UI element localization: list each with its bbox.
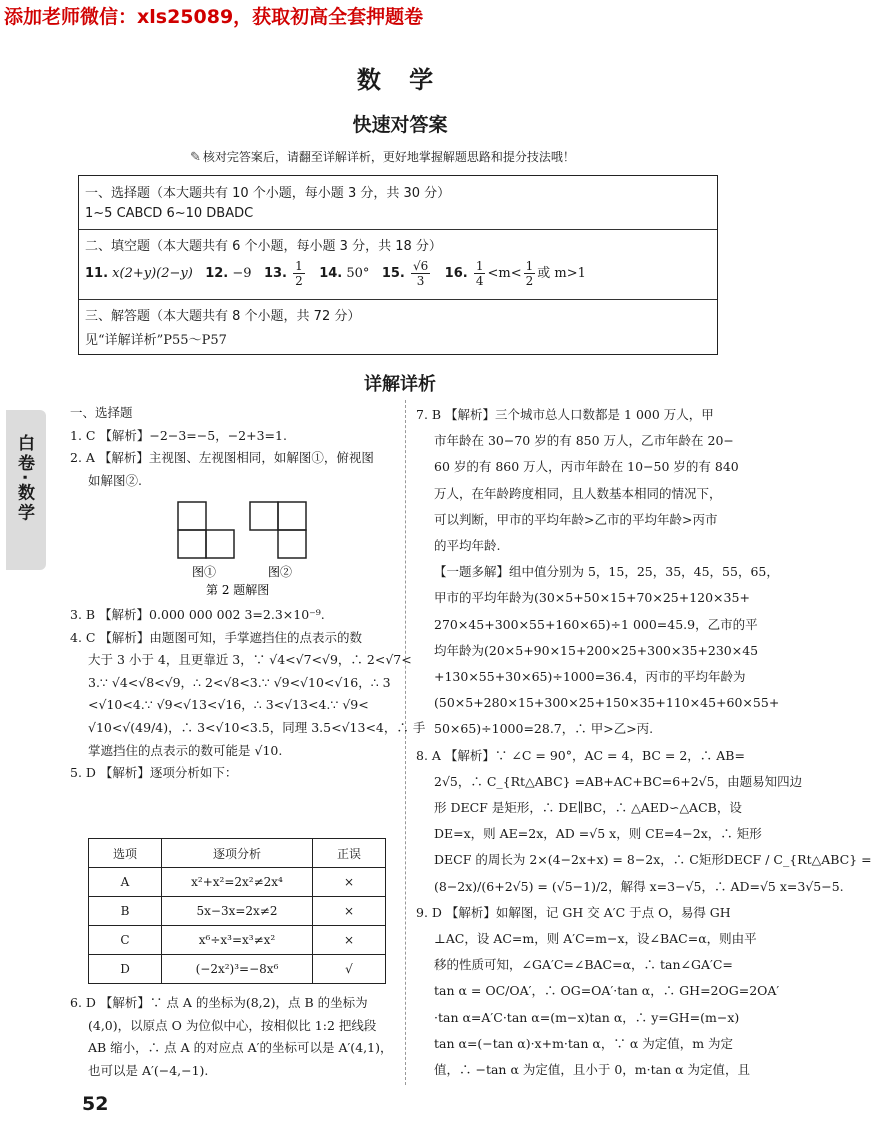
tip-line [190,148,575,165]
text-line: 掌遮挡住的点表示的数可能是 √10. [88,742,283,758]
q-number: 11. [85,266,109,281]
text-line: 2√5，∴ C_{Rt△ABC} =AB+AC+BC=6+2√5，由题易知四边 [434,773,803,789]
answer-13 [293,259,305,288]
answer-16-upper [524,259,536,288]
text-line: 可以判断，甲市的平均年龄>乙市的平均年龄>丙市 [434,511,718,527]
table-cell: x²+x²=2x²≠2x⁴ [162,868,313,897]
text-line: 如解图②. [88,472,142,488]
table-cell: × [313,868,386,897]
left-column-bottom [70,992,392,1082]
quick-answer-box [78,175,718,355]
table-cell: 5x−3x=2x≠2 [162,897,313,926]
right-column [416,402,872,1083]
answer-14: 50° [346,266,370,281]
text-line: 大于 3 小于 4，且更靠近 3，∵ √4<√7<√9，∴ 2<√7< [88,652,412,668]
text-line: 2. A 【解析】主视图、左视图相同，如解图①，俯视图 [70,450,374,466]
text-line: 均年龄为(20×5+90×15+200×25+300×35+230×45 [434,642,759,658]
text-line: 3.∵ √4<√8<√9，∴ 2<√8<3.∵ √9<√10<√16，∴ 3 [88,674,391,690]
text-line: 甲市的平均年龄为(30×5+50×15+70×25+120×35+ [434,590,750,606]
frac-den: 4 [475,274,484,288]
figure-2-shape [250,502,306,558]
text-line: DE=x，则 AE=2x，AD =√5 x，则 CE=4−2x，∴ 矩形 [434,826,762,842]
answer-12: −9 [232,266,252,281]
text-line: 9. D 【解析】如解图，记 GH 交 A′C 于点 O，易得 GH [416,904,731,920]
tip-text: 核对完答案后，请翻至详解详析，更好地掌握解题思路和提分技法哦！ [202,150,575,164]
text-line: 4. C 【解析】由题图可知，手掌遮挡住的点表示的数 [70,629,362,645]
q-number: 13. [263,266,287,281]
left-column-top [70,402,374,492]
q-number: 15. [381,266,405,281]
page-number: 52 [82,1093,109,1115]
table-row [89,955,386,984]
q2-figure [168,496,368,600]
table-row [89,926,386,955]
side-tab-label: 白卷·数学 [14,434,34,524]
fill-answers [85,259,586,288]
page-subtitle: 快速对答案 [352,114,448,136]
answer-16-mid: <m< [487,266,522,281]
table-cell: C [89,926,162,955]
text-line: +130×55+30×65)÷1000=36.4，丙市的平均年龄为 [434,669,746,685]
answer-section-fill [79,229,717,300]
text-line: 3. B 【解析】0.000 000 002 3=2.3×10⁻⁹. [70,607,325,622]
text-line: ⊥AC，设 AC=m，则 A′C=m−x，设∠BAC=α，则由平 [434,931,757,947]
pen-icon: ✎ [190,150,201,165]
figure-caption-2: 图② [268,565,293,579]
answer-section-solve [79,299,717,354]
figure-1-shape [178,502,234,558]
table-header: 选项 [89,839,162,868]
text-line: (4,0)，以原点 O 为位似中心，按相似比 1:2 把线段 [88,1017,377,1033]
frac-num: 1 [525,259,534,273]
section-heading: 三、解答题（本大题共有 8 个小题，共 72 分） [85,309,361,324]
answer-11: x(2+y)(2−y) [112,266,193,281]
frac-num: 1 [475,259,484,273]
text-line: 7. B 【解析】三个城市总人口数都是 1 000 万人，甲 [416,407,714,422]
table-cell: (−2x²)³=−8x⁶ [162,955,313,984]
left-column-middle [70,604,425,785]
table-row [89,868,386,897]
detail-section-title: 详解详析 [364,374,436,395]
table-cell: √ [313,955,386,984]
text-line: tan α=(−tan α)·x+m·tan α，∵ α 为定值，m 为定 [434,1035,734,1051]
frac-den: 2 [525,274,534,288]
text-line: <√10<4.∵ √9<√13<√16，∴ 3<√13<4.∵ √9< [88,697,369,713]
figure-caption-main: 第 2 题解图 [206,583,270,597]
frac-den: 3 [416,274,425,288]
text-line: 移的性质可知，∠GA′C=∠BAC=α，∴ tan∠GA′C= [434,957,733,973]
section-heading: 一、选择题（本大题共有 10 个小题，每小题 3 分，共 30 分） [85,186,451,201]
table-cell: D [89,955,162,984]
frac-num: √6 [412,259,429,273]
text-line: 【一题多解】组中值分别为 5，15，25，35，45，55，65， [434,564,779,580]
text-line: 值，∴ −tan α 为定值，且小于 0，m·tan α 为定值，且 [434,1062,751,1078]
text-line: AB 缩小，∴ 点 A 的对应点 A′的坐标可以是 A′(4,1)， [88,1040,393,1056]
table-header: 正误 [313,839,386,868]
figure-caption-1: 图① [192,565,217,579]
text-line: 5. D 【解析】逐项分析如下： [70,765,238,781]
frac-num: 1 [295,259,303,273]
text-line: 270×45+300×55+160×65)÷1 000=45.9，乙市的平 [434,616,758,632]
table-cell: B [89,897,162,926]
text-line: 6. D 【解析】∵ 点 A 的坐标为(8,2)，点 B 的坐标为 [70,995,368,1010]
text-line: tan α = OC/OA′，∴ OG=OA′·tan α，∴ GH=2OG=2OA′ [434,983,780,999]
table-cell: x⁶÷x³=x³≠x² [162,926,313,955]
answer-section-choice [79,176,717,230]
answer-16-end: 或 m>1 [537,266,586,281]
table-header: 逐项分析 [162,839,313,868]
text-line: 8. A 【解析】∵ ∠C = 90°，AC = 4，BC = 2，∴ AB= [416,747,745,763]
text-line: 市年龄在 30−70 岁的有 850 万人，乙市年龄在 20− [434,433,734,449]
text-line: 一、选择题 [70,405,133,420]
answer-16-lower [474,259,486,288]
promo-banner: 添加老师微信：xls25089，获取初高全套押题卷 [4,6,424,28]
text-line: ·tan α=A′C·tan α=(m−x)tan α，∴ y=GH=(m−x) [434,1009,740,1025]
choice-answers: 1~5 CABCD 6~10 DBADC [85,206,254,221]
text-line: 也可以是 A′(−4,−1). [88,1062,209,1078]
frac-den: 2 [295,274,303,288]
text-line: DECF 的周长为 2×(4−2x+x) = 8−2x，∴ C矩形DECF / C_{Rt△ABC} = [434,852,872,868]
q-number: 14. [319,266,343,281]
text-line: √10<√(49/4)，∴ 3<√10<3.5，同理 3.5<√13<4，∴ 手 [88,719,426,735]
solve-reference: 见“详解详析”P55～P57 [85,333,227,348]
q-number: 12. [205,266,229,281]
table-cell: × [313,897,386,926]
page-title: 数 学 [356,66,444,94]
table-row [89,897,386,926]
side-tab [6,410,46,570]
text-line: 50×65)÷1000=28.7，∴ 甲>乙>丙. [434,721,654,737]
text-line: 万人，在年龄跨度相同，且人数基本相同的情况下， [434,485,722,501]
table-cell: × [313,926,386,955]
table-header-row [89,839,386,868]
section-heading: 二、填空题（本大题共有 6 个小题，每小题 3 分，共 18 分） [85,239,442,254]
text-line: (50×5+280×15+300×25+150×35+110×45+60×55+ [434,695,780,711]
option-analysis-table [88,838,386,984]
q-number: 16. [444,266,468,281]
text-line: 60 岁的有 860 万人，丙市年龄在 10−50 岁的有 840 [434,459,739,475]
answer-15 [411,259,430,288]
text-line: 形 DECF 是矩形，∴ DE∥BC，∴ △AED∽△ACB，设 [434,800,742,816]
table-cell: A [89,868,162,897]
text-line: 1. C 【解析】−2−3=−5，−2+3=1. [70,427,287,443]
text-line: 的平均年龄. [434,538,501,554]
text-line: (8−2x)/(6+2√5) = (√5−1)/2，解得 x=3−√5，∴ AD=√5 x=3√5−5. [434,878,844,894]
